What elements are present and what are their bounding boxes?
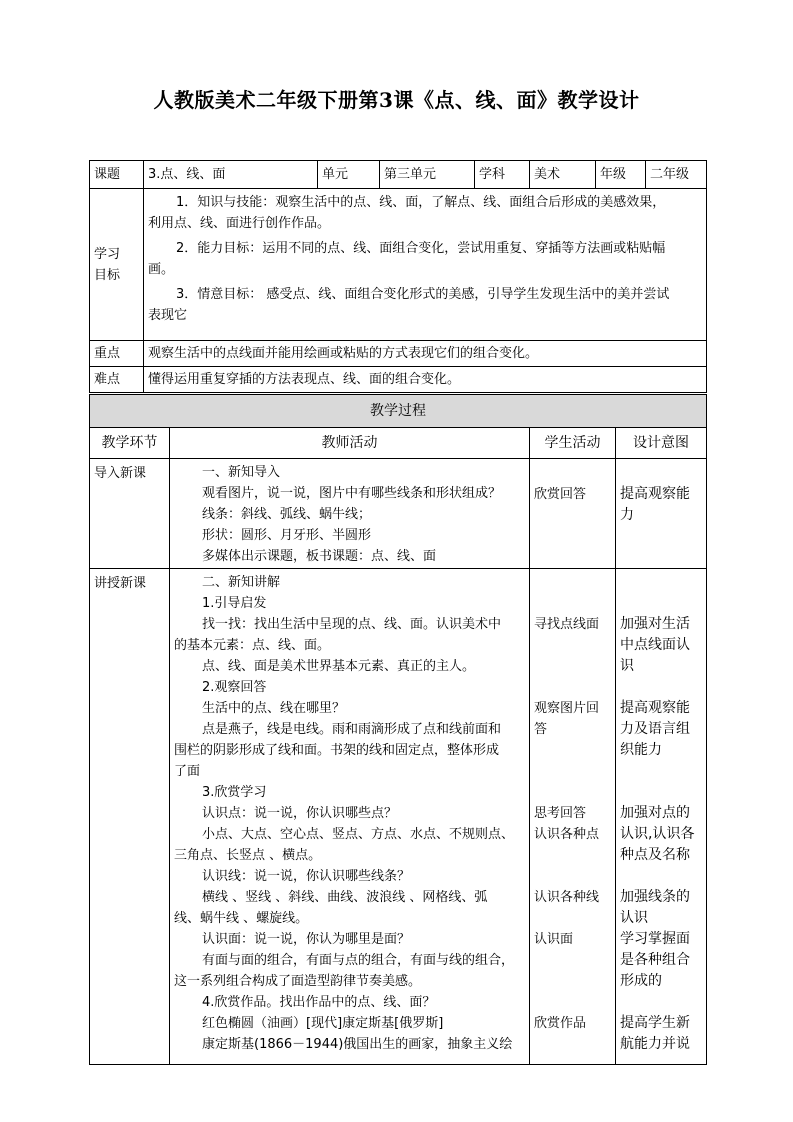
teacher-line: 一、新知导入 bbox=[202, 465, 281, 480]
teacher-line: 认识面：说一说，你认为哪里是面？ bbox=[202, 932, 411, 947]
teacher-line: 线、蜗牛线 、螺旋线。 bbox=[174, 911, 309, 926]
teacher-line: 点、线、面是美术世界基本元素、真正的主人。 bbox=[202, 659, 476, 674]
topic-value: 3.点、线、面 bbox=[144, 161, 318, 189]
teacher-line: 围栏的阴影形成了线和面。书架的线和固定点，整体形成 bbox=[174, 743, 500, 758]
intent-line: 织能力 bbox=[620, 742, 662, 758]
unit-label: 单元 bbox=[318, 161, 380, 189]
objectives-label bbox=[90, 189, 144, 341]
objectives-label-line: 学习 bbox=[94, 246, 121, 262]
objective-line: 利用点、线、面进行创作作品。 bbox=[148, 216, 331, 231]
unit-value: 第三单元 bbox=[380, 161, 475, 189]
intent-group-5 bbox=[620, 929, 690, 992]
intent-group-2 bbox=[620, 698, 690, 761]
subject-label: 学科 bbox=[475, 161, 530, 189]
teacher-line: 二、新知讲解 bbox=[202, 575, 281, 590]
teacher-line: 1.引导启发 bbox=[202, 596, 267, 611]
student-activity-2: 观察图片回 bbox=[534, 701, 600, 716]
teacher-line: 点是燕子，线是电线。雨和雨滴形成了点和线前面和 bbox=[202, 722, 502, 737]
intent-group-3 bbox=[620, 803, 694, 866]
intent-line: 是各种组合 bbox=[620, 952, 690, 968]
lecture-teacher-activity bbox=[170, 569, 530, 1065]
topic-label: 课题 bbox=[90, 161, 144, 189]
student-activity-1: 寻找点线面 bbox=[534, 617, 600, 632]
teacher-line: 小点、大点、空心点、竖点、方点、水点、不规则点、 bbox=[202, 827, 515, 842]
teacher-line: 3.欣赏学习 bbox=[202, 785, 267, 800]
objectives-content bbox=[144, 189, 707, 341]
intent-group-1 bbox=[620, 614, 690, 677]
intro-teacher-activity bbox=[170, 459, 530, 569]
teacher-line: 生活中的点、线在哪里？ bbox=[202, 701, 346, 716]
key-point-label: 重点 bbox=[90, 341, 144, 367]
intent-line: 种点及名称 bbox=[620, 847, 690, 863]
grade-label: 年级 bbox=[596, 161, 646, 189]
teacher-line: 这一系列组合构成了面造型韵律节奏美感。 bbox=[174, 974, 422, 989]
subject-value: 美术 bbox=[530, 161, 596, 189]
student-activity-2-cont: 答 bbox=[534, 722, 548, 737]
teacher-line: 的基本元素：点、线、面。 bbox=[174, 638, 331, 653]
teacher-line: 找一找：找出生活中呈现的点、线、面。认识美术中 bbox=[202, 617, 502, 632]
intent-group-6 bbox=[620, 1013, 690, 1055]
teacher-line: 2.观察回答 bbox=[202, 680, 267, 695]
intent-line: 加强对生活 bbox=[620, 616, 690, 632]
intent-line: 识 bbox=[620, 658, 634, 674]
column-header-student: 学生活动 bbox=[530, 428, 616, 459]
teacher-line: 认识线：说一说，你认识哪些线条？ bbox=[202, 869, 411, 884]
document-title: 人教版美术二年级下册第3课《点、线、面》教学设计 bbox=[153, 88, 640, 112]
teacher-line: 形状：圆形、月牙形、半圆形 bbox=[202, 528, 372, 543]
student-activity-3-cont: 认识各种点 bbox=[534, 827, 600, 842]
process-header: 教学过程 bbox=[90, 395, 707, 428]
intent-line: 学习掌握面 bbox=[620, 931, 690, 947]
intent-line: 形成的 bbox=[620, 973, 662, 989]
teacher-line: 认识点：说一说，你认识哪些点？ bbox=[202, 806, 398, 821]
intent-line: 提高学生新 bbox=[620, 1015, 690, 1031]
intent-line: 中点线面认 bbox=[620, 637, 690, 653]
teacher-line: 观看图片，说一说，图片中有哪些线条和形状组成？ bbox=[202, 486, 502, 501]
lesson-info-table bbox=[89, 160, 707, 393]
lecture-student-activity bbox=[530, 569, 616, 1065]
student-activity-4: 认识各种线 bbox=[534, 890, 600, 905]
column-header-intent: 设计意图 bbox=[616, 428, 707, 459]
stage-intro: 导入新课 bbox=[90, 459, 170, 569]
objective-line: 1．知识与技能：观察生活中的点、线、面，了解点、线、面组合后形成的美感效果， bbox=[176, 195, 666, 210]
intent-group-4 bbox=[620, 887, 690, 929]
lecture-design-intent bbox=[616, 569, 707, 1065]
teacher-line: 了面 bbox=[174, 764, 201, 779]
column-header-stage: 教学环节 bbox=[90, 428, 170, 459]
student-activity-5: 认识面 bbox=[534, 932, 574, 947]
objective-line: 表现它 bbox=[148, 308, 188, 323]
intent-line: 航能力并说 bbox=[620, 1036, 690, 1052]
teacher-line: 康定斯基(1866－1944)俄国出生的画家，抽象主义绘 bbox=[202, 1037, 513, 1052]
teaching-process-table bbox=[89, 394, 707, 1065]
intro-student-activity: 欣赏回答 bbox=[530, 459, 616, 569]
intent-line: 提高观察能 bbox=[620, 486, 690, 502]
grade-value: 二年级 bbox=[646, 161, 707, 189]
difficulty-text: 懂得运用重复穿插的方法表现点、线、面的组合变化。 bbox=[144, 367, 707, 393]
intent-line: 加强线条的 bbox=[620, 889, 690, 905]
intent-line: 认识 bbox=[620, 910, 648, 926]
student-activity-6: 欣赏作品 bbox=[534, 1016, 587, 1031]
intro-design-intent bbox=[616, 459, 707, 569]
intent-line: 提高观察能 bbox=[620, 700, 690, 716]
teacher-line: 多媒体出示课题，板书课题：点、线、面 bbox=[202, 549, 437, 564]
intent-line: 力及语言组 bbox=[620, 721, 690, 737]
teacher-line: 有面与面的组合，有面与点的组合，有面与线的组合， bbox=[202, 953, 515, 968]
teacher-line: 横线 、竖线 、斜线、曲线、波浪线 、网格线、弧 bbox=[202, 890, 488, 905]
teacher-line: 三角点、长竖点 、横点。 bbox=[174, 848, 322, 863]
teacher-line: 线条：斜线、弧线、蜗牛线； bbox=[202, 507, 372, 522]
intent-line: 力 bbox=[620, 507, 634, 523]
objective-line: 3．情意目标： 感受点、线、面组合变化形式的美感，引导学生发现生活中的美并尝试 bbox=[176, 287, 670, 302]
stage-lecture: 讲授新课 bbox=[90, 569, 170, 1065]
column-header-teacher: 教师活动 bbox=[170, 428, 530, 459]
intent-line: 加强对点的 bbox=[620, 805, 690, 821]
teacher-line: 4.欣赏作品。找出作品中的点、线、面？ bbox=[202, 995, 436, 1010]
teacher-line: 红色椭圆（油画）[现代]康定斯基[俄罗斯] bbox=[202, 1016, 444, 1031]
key-point-text: 观察生活中的点线面并能用绘画或粘贴的方式表现它们的组合变化。 bbox=[144, 341, 707, 367]
objectives-label-line: 目标 bbox=[94, 267, 121, 283]
difficulty-label: 难点 bbox=[90, 367, 144, 393]
objective-line: 画。 bbox=[148, 262, 175, 277]
intent-line: 认识,认识各 bbox=[620, 826, 695, 842]
student-activity-3: 思考回答 bbox=[534, 806, 587, 821]
objective-line: 2．能力目标：运用不同的点、线、面组合变化，尝试用重复、穿插等方法画或粘贴幅 bbox=[176, 241, 666, 256]
